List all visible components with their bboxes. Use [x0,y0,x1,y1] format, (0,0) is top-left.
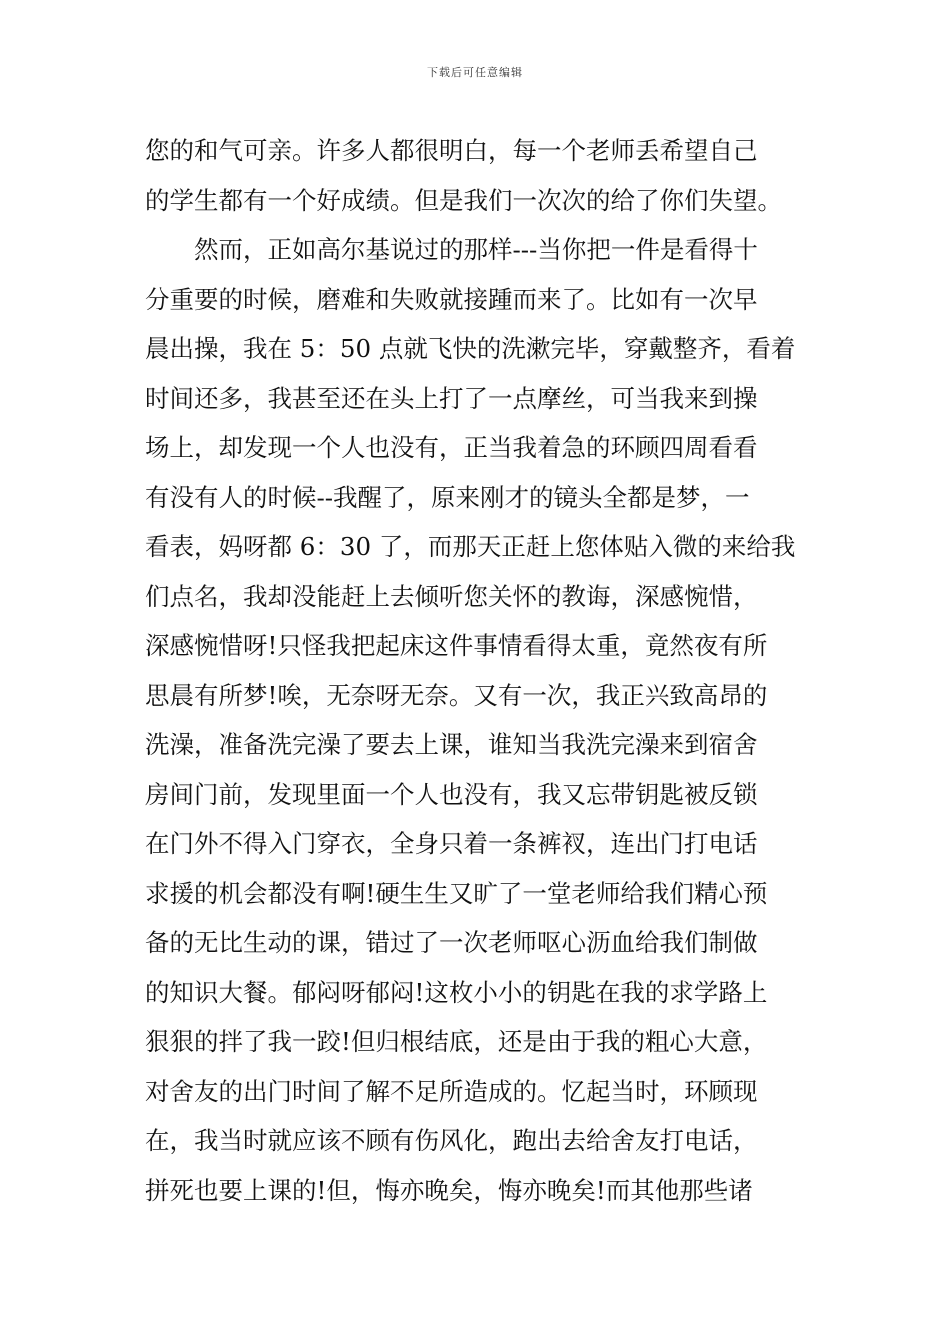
text-line: 拼死也要上课的!但，悔亦晚矣，悔亦晚矣!而其他那些诸 [145,1175,753,1205]
text-line: 思晨有所梦!唉，无奈呀无奈。又有一次，我正兴致高昂的 [145,680,768,710]
text-line: 然而，正如高尔基说过的那样---当你把一件是看得十 [145,235,758,264]
text-line: 晨出操，我在 5：50 点就飞快的洗漱完毕，穿戴整齐，看着 [145,334,796,363]
text-line: 房间门前，发现里面一个人也没有，我又忘带钥匙被反锁 [145,779,758,809]
text-line: 有没有人的时候--我醒了，原来刚才的镜头全都是梦，一 [145,482,750,512]
text-line: 洗澡，准备洗完澡了要去上课，谁知当我洗完澡来到宿舍 [145,730,758,759]
page-header: 下载后可任意编辑 [427,66,523,79]
text-line: 场上，却发现一个人也没有，正当我着急的环顾四周看看 [145,433,758,462]
text-line: 深感惋惜呀!只怪我把起床这件事情看得太重，竟然夜有所 [145,631,768,660]
text-line: 您的和气可亲。许多人都很明白，每一个老师丢希望自己 [145,136,758,165]
body-text [145,126,810,1215]
text-line: 们点名，我却没能赶上去倾听您关怀的教诲，深感惋惜， [145,581,758,611]
text-line: 在，我当时就应该不顾有伤风化，跑出去给舍友打电话， [145,1126,758,1155]
text-line: 分重要的时候，磨难和失败就接踵而来了。比如有一次早 [145,284,758,314]
text-line: 的知识大餐。郁闷呀郁闷!这枚小小的钥匙在我的求学路上 [145,977,768,1007]
text-line: 看表，妈呀都 6：30 了，而那天正赶上您体贴入微的来给我 [145,532,796,561]
text-line: 在门外不得入门穿衣，全身只着一条裤衩，连出门打电话 [145,829,758,858]
text-line: 狠狠的拌了我一跤!但归根结底，还是由于我的粗心大意， [145,1027,768,1056]
text-line: 对舍友的出门时间了解不足所造成的。忆起当时，环顾现 [145,1076,758,1106]
text-line: 求援的机会都没有啊!硬生生又旷了一堂老师给我们精心预 [145,878,768,908]
text-line: 时间还多，我甚至还在头上打了一点摩丝，可当我来到操 [145,383,758,413]
text-line: 备的无比生动的课，错过了一次老师呕心沥血给我们制做 [145,928,758,957]
text-line: 的学生都有一个好成绩。但是我们一次次的给了你们失望。 [145,185,782,215]
